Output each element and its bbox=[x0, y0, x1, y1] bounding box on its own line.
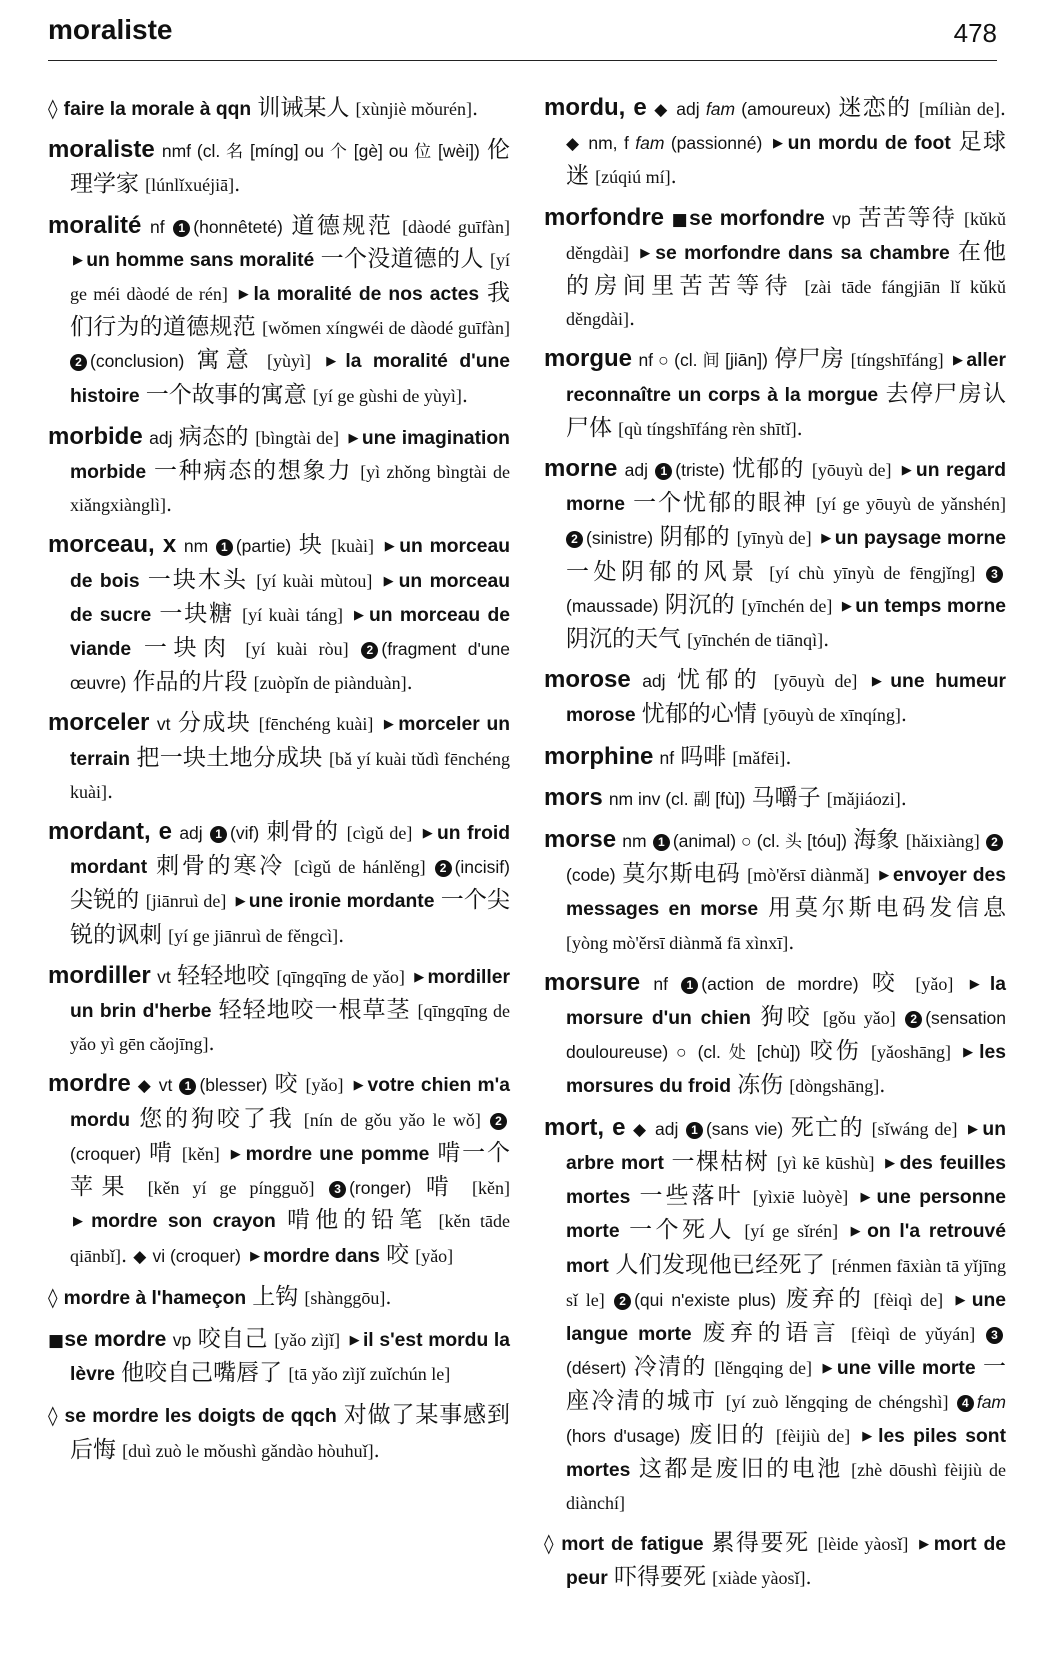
dictionary-entry: ◊ mort de fatigue 累得要死 [lèide yàosǐ] ▶ mort de peur 吓得要死 [xiàde yàosǐ]. bbox=[544, 1530, 1006, 1591]
dictionary-entry: mors nm inv (cl. 副 [fù]) 马嚼子 [mǎjiáozi]. bbox=[544, 783, 907, 811]
dictionary-entry: morse nm 1 (animal) ○ (cl. 头 [tóu]) 海象 [hǎixiàng] 2(code) 莫尔斯电码 [mò'ěrsī diànmǎ] ▶ envoyer des messages en morse 用莫尔斯电码发信息 [yòng mò'ěrsī diànmǎ fā xìnxī]. bbox=[544, 826, 1007, 954]
dictionary-entry: morceler vt 分成块 [fēnchéng kuài] ▶ morceler un terrain 把一块土地分成块 [bǎ yí kuài tǔdì fēnchéng kuài]. bbox=[48, 709, 510, 803]
left-column bbox=[48, 92, 510, 1475]
running-headword: moraliste bbox=[48, 14, 173, 45]
dictionary-entry: ■se mordre vp 咬自己 [yǎo zìjǐ] ▶ il s'est mordu la lèvre 他咬自己嘴唇了 [tā yǎo zìjǐ zuǐchún le] bbox=[48, 1325, 511, 1387]
dictionary-entry: mordiller vt 轻轻地咬 [qīngqīng de yǎo] ▶ mordiller un brin d'herbe 轻轻地咬一根草茎 [qīngqīng de yǎo yì gēn cǎojīng]. bbox=[48, 961, 511, 1056]
dictionary-entry: morfondre ■se morfondre vp 苦苦等待 [kǔkǔ děngdài] ▶ se morfondre dans sa chambre 在他的房间里苦苦等待 [zài tāde fángjiān lǐ kǔkǔ děngdài]. bbox=[544, 203, 1006, 331]
dictionary-entry: morsure nf 1 (action de mordre) 咬 [yǎo] ▶ la morsure d'un chien 狗咬 [gǒu yǎo] 2 (sensation douloureuse) ○ (cl. 处 [chù]) 咬伤 [yǎoshāng] ▶ les morsures du froid 冻伤 [dòngshāng]. bbox=[544, 968, 1006, 1099]
dictionary-entry: moraliste nmf (cl. 名 [míng] ou 个 [gè] ou 位 [wèi]) 伦理学家 [lúnlǐxuéjiā]. bbox=[48, 136, 510, 198]
dictionary-entry: mordant, e adj 1 (vif) 刺骨的 [cìgǔ de] ▶ un froid mordant 刺骨的寒冷 [cìgǔ de hánlěng] 2 (incisif) 尖锐的 [jiānruì de] ▶ une ironie mordante 一个尖锐的讽刺 [yí ge jiānruì de fěngcì]. bbox=[48, 818, 511, 948]
dictionary-entry: ◊ mordre à l'hameçon 上钩 [shànggōu]. bbox=[48, 1283, 392, 1310]
dictionary-entry: mordu, e ◆ adj fam (amoureux) 迷恋的 [míliàn de]. ◆ nm, f fam (passionné) ▶ un mordu de foot 足球迷 [zúqiú mí]. bbox=[544, 94, 1007, 190]
dictionary-entry: morgue nf ○ (cl. 间 [jiān]) 停尸房 [tíngshīfáng] ▶ aller reconnaître un corps à la morgue 去停尸房认尸体 [qù tíngshīfáng rèn shītǐ]. bbox=[544, 345, 1007, 441]
dictionary-entry: morceau, x nm 1 (partie) 块 [kuài] ▶ un morceau de bois 一块木头 [yí kuài mùtou] ▶ un morceau de sucre 一块糖 [yí kuài táng] ▶ un morceau de viande 一块肉 [yí kuài ròu] 2 (fragment d'une œuvre) 作品的片段 [zuòpǐn de piànduàn]. bbox=[48, 531, 511, 696]
dictionary-entry: morbide adj 病态的 [bìngtài de] ▶ une imagination morbide 一种病态的想象力 [yì zhǒng bìngtài de xiǎngxiànglì]. bbox=[48, 422, 511, 517]
page-number: 478 bbox=[953, 18, 997, 48]
right-column bbox=[544, 92, 1006, 1604]
dictionary-entry: ◊ faire la morale à qqn 训诫某人 [xùnjiè mǒurén]. bbox=[48, 95, 479, 121]
dictionary-entry: morose adj 忧郁的 [yōuyù de] ▶ une humeur morose 忧郁的心情 [yōuyù de xīnqíng]. bbox=[544, 666, 1006, 728]
dictionary-entry: mort, e ◆ adj 1 (sans vie) 死亡的 [sǐwáng de] ▶ un arbre mort 一棵枯树 [yì kē kūshù] ▶ des feuilles mortes 一些落叶 [yìxiē luòyè] ▶ une personne morte 一个死人 [yí ge sǐrén] ▶ on l'a retrouvé mort 人们发现他已经死了 [rénmen fāxiàn tā yǐjīng sǐ le] 2 (qui n'existe plus) 废弃的 [fèiqì de] ▶ une langue morte 废弃的语言 [fèiqì de yǔyán] 3(désert) 冷清的 [lěngqing de] ▶ une ville morte 一座冷清的城市 [yí zuò lěngqing de chéngshì] 4 fam (hors d'usage) 废旧的 [fèijiù de] ▶ les piles sont mortes 这都是废旧的电池 [zhè dōushì fèijiù de diànchí] bbox=[544, 1113, 1007, 1513]
dictionary-entry: moralité nf 1 (honnêteté) 道德规范 [dàodé guīfàn] ▶ un homme sans moralité 一个没道德的人 [yí ge méi dàodé de rén] ▶ la moralité de nos actes 我们行为的道德规范 [wǒmen xíngwéi de dàodé guīfàn] 2 (conclusion) 寓意 [yùyì] ▶ la moralité d'une histoire 一个故事的寓意 [yí ge gùshi de yùyì]. bbox=[48, 211, 511, 408]
dictionary-entry: ◊ se mordre les doigts de qqch 对做了某事感到后悔 [duì zuò le mǒushì gǎndào hòuhuǐ]. bbox=[48, 1402, 510, 1463]
page-header bbox=[48, 8, 997, 61]
dictionary-entry: morphine nf 吗啡 [mǎfēi]. bbox=[544, 742, 792, 770]
dictionary-entry: morne adj 1 (triste) 忧郁的 [yōuyù de] ▶ un regard morne 一个忧郁的眼神 [yí ge yōuyù de yǎnshén] 2 (sinistre) 阴郁的 [yīnyù de] ▶ un paysage morne 一处阴郁的风景 [yí chù yīnyù de fēngjǐng] 3(maussade) 阴沉的 [yīnchén de] ▶ un temps morne 阴沉的天气 [yīnchén de tiānqì]. bbox=[544, 455, 1007, 653]
dictionary-entry: mordre ◆ vt 1 (blesser) 咬 [yǎo] ▶ votre chien m'a mordu 您的狗咬了我 [nín de gǒu yǎo le wǒ] 2(croquer) 啃 [kěn] ▶ mordre une pomme 啃一个苹果 [kěn yí ge píngguǒ] 3 (ronger) 啃 [kěn] ▶ mordre son crayon 啃他的铅笔 [kěn tāde qiānbǐ]. ◆ vi (croquer) ▶ mordre dans 咬 [yǎo] bbox=[48, 1070, 511, 1268]
